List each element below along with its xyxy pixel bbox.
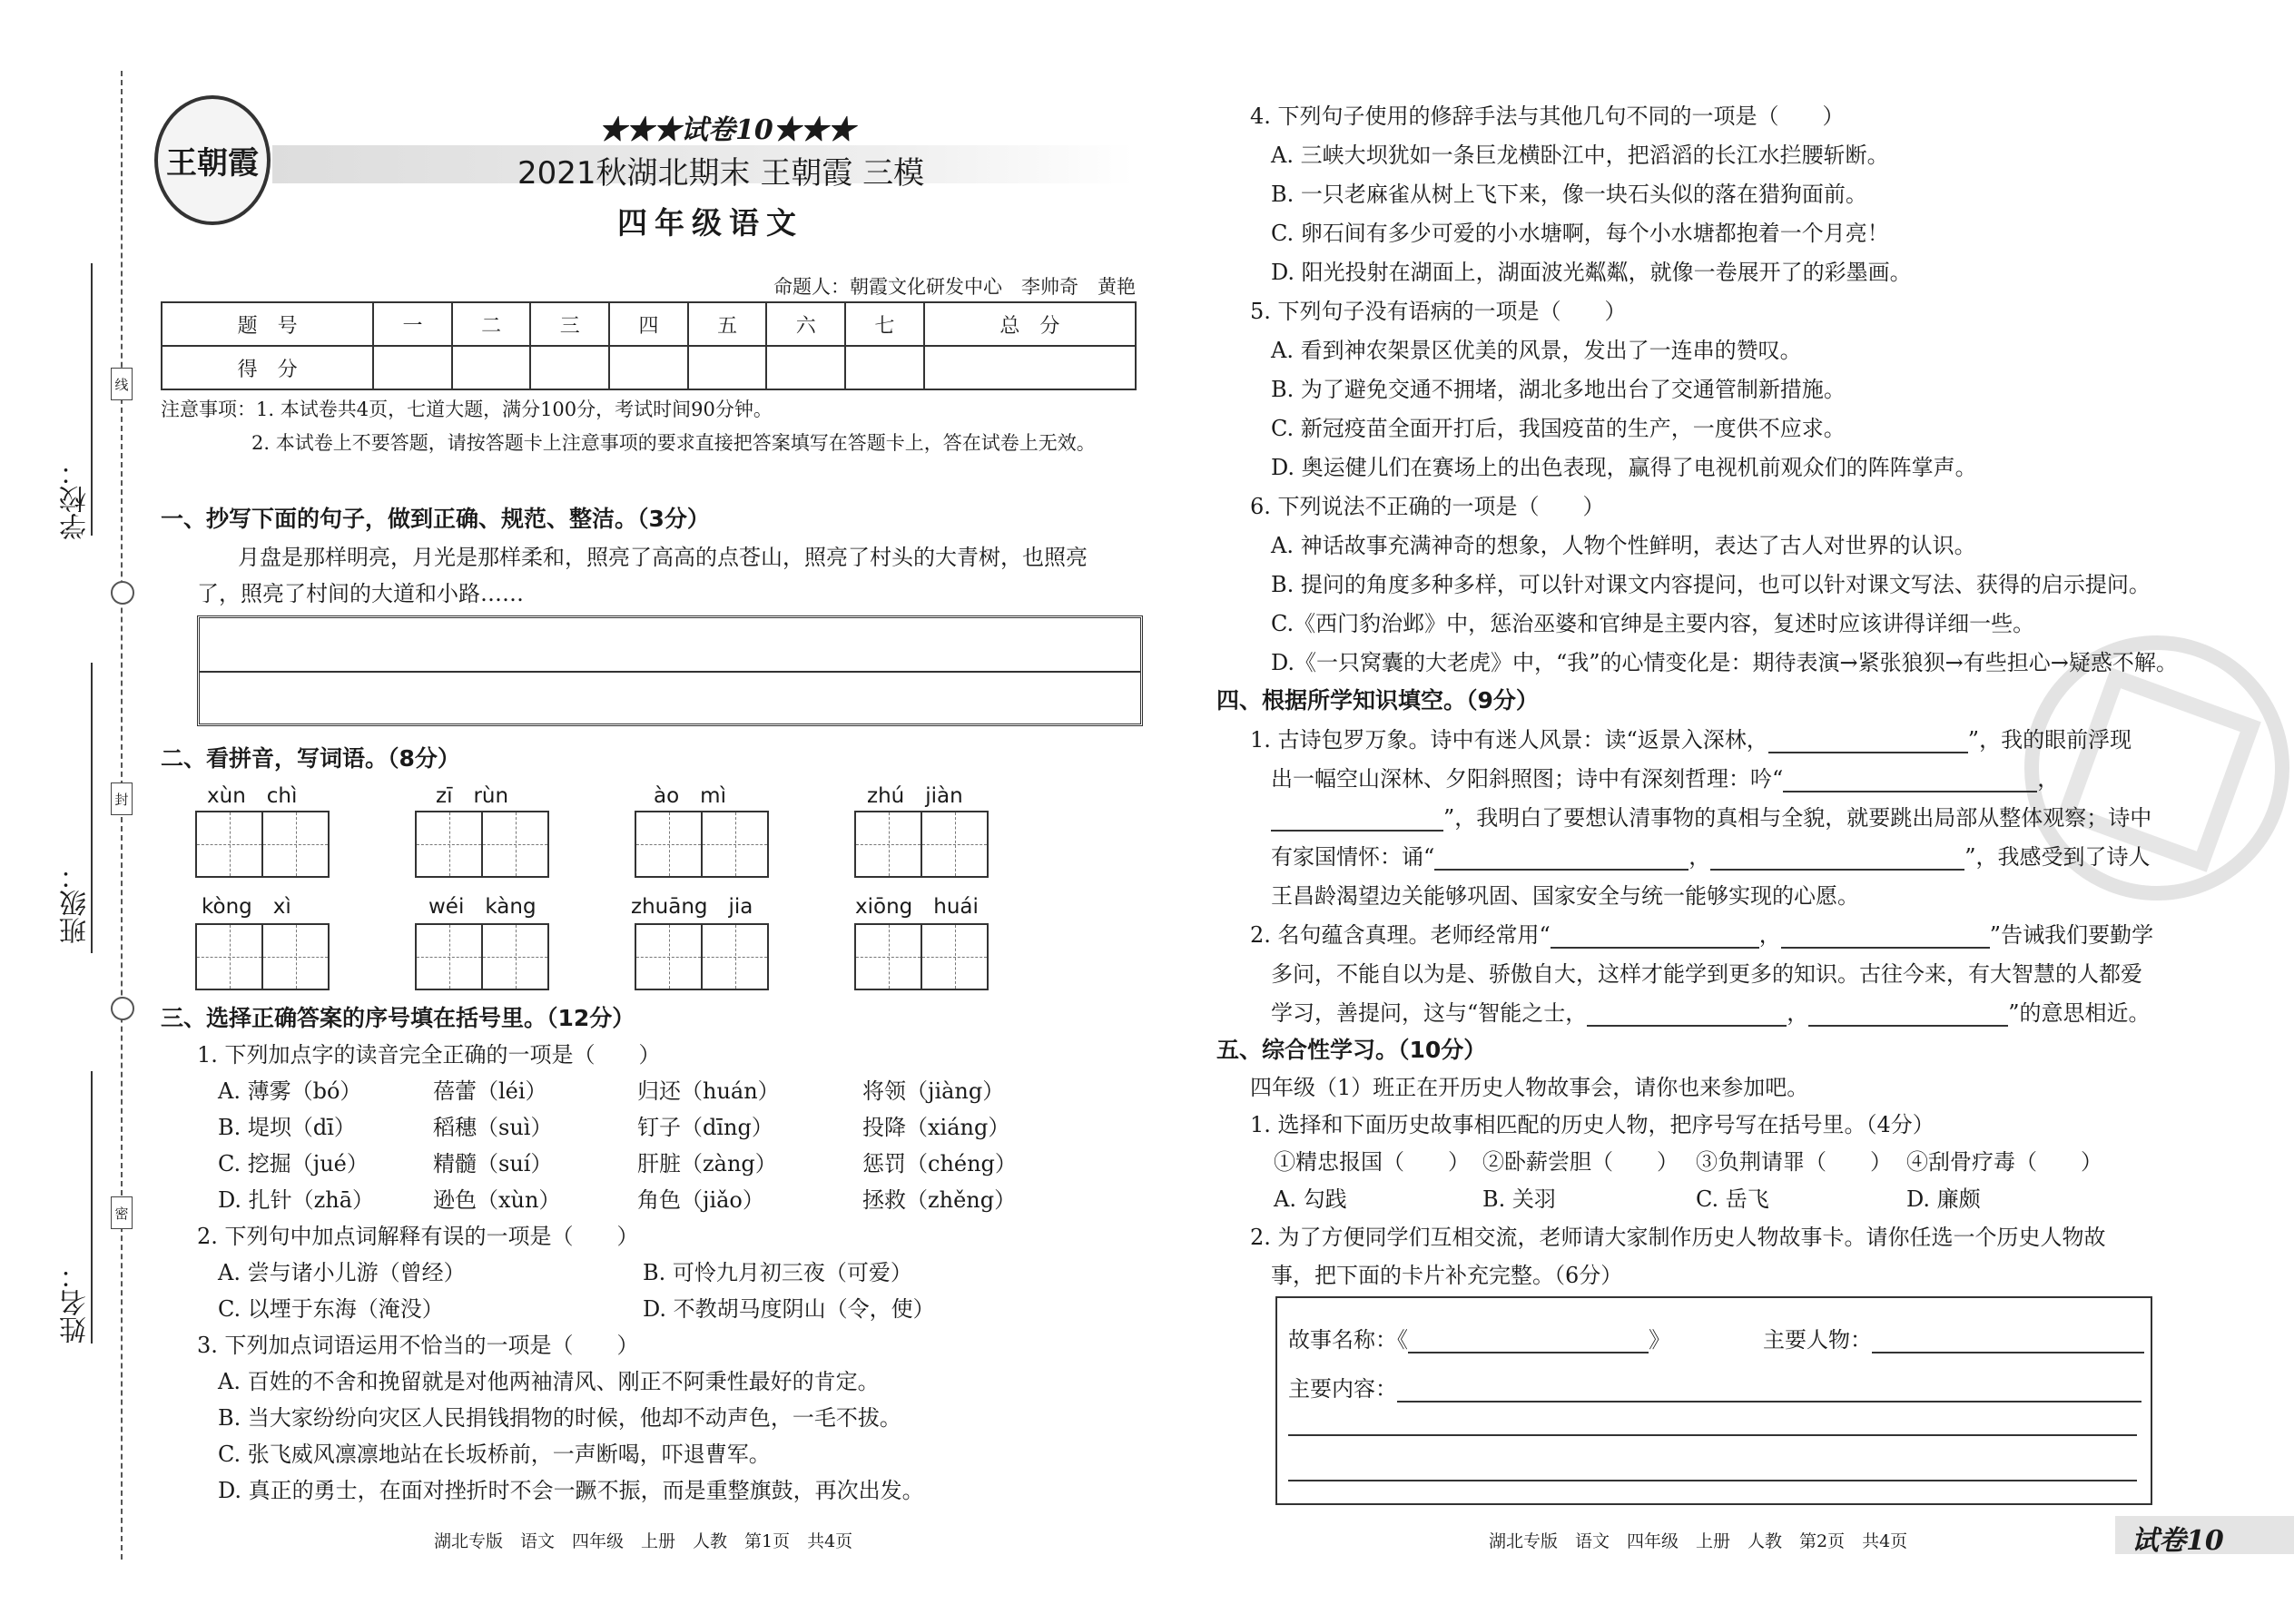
option: 精髓（suí） (433, 1151, 553, 1176)
question: 1. 下列加点字的读音完全正确的一项是（ ） (197, 1042, 661, 1068)
exam-title: 2021秋湖北期末 王朝霞 三模 (517, 155, 925, 192)
question: 4. 下列句子使用的修辞手法与其他几句不同的一项是（ ） (1250, 103, 1845, 129)
question: 2. 下列句中加点词解释有误的一项是（ ） (197, 1224, 639, 1249)
option: 将领（jiàng） (862, 1078, 1005, 1104)
fill-text: 有家国情怀：诵“ (1271, 844, 1435, 870)
section-5-title: 五、综合性学习。（10分） (1216, 1037, 1487, 1063)
fill-text: 2. 名句蕴含真理。老师经常用“ (1250, 922, 1551, 948)
option: D. 扎针（zhā） (218, 1187, 375, 1213)
answer-line[interactable] (1288, 1434, 2137, 1436)
score-blank (688, 346, 767, 389)
fill-line (1271, 995, 2151, 1027)
option: C. 挖掘（jué） (218, 1151, 369, 1176)
paper-number: ★★★试卷10★★★ (599, 114, 855, 146)
answer-blank[interactable] (1783, 771, 2037, 792)
option: C. 张飞威风凛凛地站在长坂桥前，一声断喝，吓退曹军。 (218, 1442, 771, 1467)
fill-line: 多问，不能自以为是、骄傲自大，这样才能学到更多的知识。古往今来，有大智慧的人都爱 (1271, 961, 2142, 987)
option: A. 百姓的不舍和挽留就是对他两袖清风、刚正不阿秉性最好的肯定。 (218, 1369, 880, 1394)
story-card (1275, 1296, 2152, 1505)
answer-blank[interactable] (1434, 849, 1689, 871)
fill-line: 王昌龄渴望边关能够巩固、国家安全与统一能够实现的心愿。 (1271, 883, 1859, 909)
fill-line (1271, 839, 2151, 871)
option: A. 神话故事充满神奇的想象，人物个性鲜明，表达了古人对世界的认识。 (1271, 533, 1976, 558)
note-line: 注意事项：1. 本试卷共4页，七道大题，满分100分，考试时间90分钟。 (161, 399, 773, 420)
fill-text: ， (2037, 766, 2060, 792)
story-option: ①精忠报国（ ） (1274, 1149, 1470, 1175)
section-2-title: 二、看拼音，写词语。（8分） (161, 745, 460, 772)
option: C. 卵石间有多少可爱的小水塘啊，每个小水塘都抱着一个月亮！ (1271, 221, 1889, 246)
fill-text: ， (1758, 922, 1781, 948)
tianzige-grid[interactable] (854, 811, 989, 878)
brand-logo: 王朝霞 (154, 95, 271, 225)
pinyin: xiōng huái (855, 895, 979, 919)
question: 1. 选择和下面历史故事相匹配的历史人物，把序号写在括号里。（4分） (1250, 1112, 1935, 1137)
score-blank (373, 346, 452, 389)
option: C. 新冠疫苗全面开打后，我国疫苗的生产，一度供不应求。 (1271, 416, 1846, 441)
intro-text: 四年级（1）班正在开历史人物故事会，请你也来参加吧。 (1250, 1075, 1809, 1100)
card-story-name (1288, 1322, 1670, 1353)
tianzige-grid[interactable] (415, 923, 549, 990)
fill-text: ， (1787, 1000, 1809, 1026)
tianzige-grid[interactable] (195, 811, 330, 878)
class-label: 班级： (60, 862, 92, 944)
card-label: 主要内容： (1288, 1376, 1397, 1402)
score-cell: 总 分 (924, 302, 1136, 346)
option: 拯救（zhěng） (862, 1187, 1017, 1213)
score-cell: 题 号 (162, 302, 373, 346)
school-label: 学校： (60, 458, 92, 540)
answer-blank[interactable] (1710, 849, 1964, 871)
question: 5. 下列句子没有语病的一项是（ ） (1250, 299, 1627, 324)
card-label: 》 (1649, 1327, 1670, 1353)
binding-mark-xian: 线 (111, 368, 133, 400)
option: 钉子（dīng） (637, 1115, 773, 1140)
score-cell: 一 (373, 302, 452, 346)
question: 事，把下面的卡片补充完整。（6分） (1271, 1263, 1623, 1288)
option: D. 不教胡马度阴山（令，使） (643, 1296, 935, 1322)
tianzige-grid[interactable] (854, 923, 989, 990)
score-blank (924, 346, 1136, 389)
score-table (161, 301, 1137, 390)
score-cell: 得 分 (162, 346, 373, 389)
answer-blank[interactable] (1397, 1381, 2141, 1403)
option: C.《西门豹治邺》中，惩治巫婆和官绅是主要内容，复述时应该讲得详细一些。 (1271, 611, 2035, 636)
answer-blank[interactable] (1587, 1005, 1787, 1027)
option: A. 薄雾（bó） (218, 1078, 362, 1104)
pinyin: zī rùn (436, 784, 509, 808)
binding-hole (111, 997, 134, 1020)
binding-dashed-line (121, 71, 123, 1560)
pinyin: ào mì (654, 784, 726, 808)
pinyin: zhú jiàn (867, 784, 963, 808)
card-main-content (1288, 1371, 2141, 1403)
tianzige-grid[interactable] (635, 923, 769, 990)
paper-badge-text: 试卷10 (2132, 1525, 2224, 1557)
tianzige-grid[interactable] (195, 923, 330, 990)
class-write-line (91, 663, 93, 953)
fill-text: 1. 古诗包罗万象。诗中有迷人风景：读“返景入深林， (1250, 727, 1768, 753)
score-cell: 三 (530, 302, 609, 346)
answer-blank[interactable] (1551, 927, 1759, 949)
card-main-person (1763, 1322, 2144, 1353)
option: 角色（jiǎo） (637, 1187, 764, 1213)
option: D. 阳光投射在湖面上，湖面波光粼粼，就像一卷展开了的彩墨画。 (1271, 260, 1912, 285)
score-cell: 二 (452, 302, 531, 346)
section-1-title: 一、抄写下面的句子，做到正确、规范、整洁。（3分） (161, 506, 710, 532)
binding-mark-mi: 密 (111, 1196, 133, 1229)
option: D.《一只窝囊的大老虎》中，“我”的心情变化是：期待表演→紧张狼狈→有些担心→疑惑不解。 (1271, 650, 2178, 675)
card-label: 故事名称：《 (1288, 1327, 1408, 1353)
option: B. 提问的角度多种多样，可以针对课文内容提问，也可以针对课文写法、获得的启示提问。 (1271, 572, 2151, 597)
option: 蓓蕾（léi） (433, 1078, 547, 1104)
score-table-score-row (162, 346, 1136, 389)
copy-text-line: 了，照亮了村间的大道和小路…… (197, 581, 524, 606)
fill-text: 出一幅空山深林、夕阳斜照图；诗中有深刻哲理：吟“ (1271, 766, 1784, 792)
fill-line (1271, 761, 2059, 792)
answer-blank[interactable] (1808, 1005, 2008, 1027)
note-line: 2. 本试卷上不要答题，请按答题卡上注意事项的要求直接把答案填写在答题卡上，答在试卷上无效。 (251, 432, 1096, 454)
binding-mark-feng: 封 (111, 782, 133, 815)
fill-line (1250, 917, 2153, 949)
fill-text: ”的意思相近。 (2008, 1000, 2151, 1026)
score-cell: 四 (609, 302, 688, 346)
name-write-line (91, 1071, 93, 1343)
fill-text: 学习，善提问，这与“智能之士， (1271, 1000, 1588, 1026)
option: 归还（huán） (637, 1078, 780, 1104)
question: 3. 下列加点词语运用不恰当的一项是（ ） (197, 1333, 639, 1358)
score-blank (530, 346, 609, 389)
binding-hole (111, 581, 134, 605)
score-cell: 六 (766, 302, 845, 346)
card-label: 主要人物： (1763, 1327, 1872, 1353)
fill-text: ， (1689, 844, 1711, 870)
option: A. 三峡大坝犹如一条巨龙横卧江中，把滔滔的长江水拦腰斩断。 (1271, 143, 1889, 168)
copy-writing-box[interactable] (197, 615, 1143, 726)
answer-blank[interactable] (1781, 927, 1990, 949)
fill-text: ”，我感受到了诗人 (1964, 844, 2151, 870)
footer-left: 湖北专版 语文 四年级 上册 人教 第1页 共4页 (434, 1531, 853, 1551)
option: A. 看到神农架景区优美的风景，发出了一连串的赞叹。 (1271, 338, 1802, 363)
option: D. 真正的勇士，在面对挫折时不会一蹶不振，而是重整旗鼓，再次出发。 (218, 1478, 924, 1503)
option: B. 为了避免交通不拥堵，湖北多地出台了交通管制新措施。 (1271, 377, 1846, 402)
fill-text: ”告诫我们要勤学 (1989, 922, 2154, 948)
person-option: A. 勾践 (1274, 1186, 1347, 1212)
person-option: C. 岳飞 (1696, 1186, 1769, 1212)
section-3-title: 三、选择正确答案的序号填在括号里。（12分） (161, 1005, 635, 1031)
option: C. 以堙于东海（淹没） (218, 1296, 444, 1322)
option: B. 可怜九月初三夜（可爱） (643, 1260, 912, 1285)
score-cell: 七 (845, 302, 924, 346)
pinyin: xùn chì (207, 784, 298, 808)
authors: 命题人：朝霞文化研发中心 李帅奇 黄艳 (773, 276, 1136, 298)
story-option: ④刮骨疗毒（ ） (1906, 1149, 2102, 1175)
person-option: D. 廉颇 (1906, 1186, 1981, 1212)
tianzige-grid[interactable] (635, 811, 769, 878)
subject-title: 四年级语文 (617, 205, 803, 241)
option: 稻穗（suì） (433, 1115, 553, 1140)
story-option: ②卧薪尝胆（ ） (1482, 1149, 1679, 1175)
story-option: ③负荆请罪（ ） (1696, 1149, 1892, 1175)
writing-divider (200, 671, 1140, 673)
tianzige-grid[interactable] (415, 811, 549, 878)
option: A. 尝与诸小儿游（曾经） (218, 1260, 466, 1285)
option: 投降（xiáng） (862, 1115, 1010, 1140)
pinyin: wéi kàng (428, 895, 537, 919)
score-blank (452, 346, 531, 389)
answer-blank[interactable] (1872, 1332, 2144, 1353)
fill-text: ”，我的眼前浮现 (1967, 727, 2132, 753)
answer-blank[interactable] (1271, 810, 1443, 832)
answer-line[interactable] (1288, 1480, 2137, 1481)
footer-right: 湖北专版 语文 四年级 上册 人教 第2页 共4页 (1489, 1531, 1908, 1551)
fill-line (1250, 722, 2132, 753)
score-blank (766, 346, 845, 389)
option: 肝脏（zàng） (637, 1151, 777, 1176)
pinyin: zhuāng jia (631, 895, 753, 919)
score-table-header-row (162, 302, 1136, 346)
option: 逊色（xùn） (433, 1187, 561, 1213)
option: 惩罚（chéng） (862, 1151, 1017, 1176)
option: B. 一只老麻雀从树上飞下来，像一块石头似的落在猎狗面前。 (1271, 182, 1867, 207)
answer-blank[interactable] (1408, 1332, 1649, 1353)
option: B. 堤坝（dī） (218, 1115, 356, 1140)
answer-blank[interactable] (1768, 732, 1968, 753)
score-blank (845, 346, 924, 389)
section-4-title: 四、根据所学知识填空。（9分） (1216, 687, 1539, 714)
fill-text: ”，我明白了要想认清事物的真相与全貌，就要跳出局部从整体观察；诗中 (1443, 805, 2152, 831)
person-option: B. 关羽 (1482, 1186, 1556, 1212)
pinyin: kòng xì (202, 895, 291, 919)
school-write-line (91, 263, 93, 536)
fill-line (1271, 800, 2151, 832)
copy-text-line: 月盘是那样明亮，月光是那样柔和，照亮了高高的点苍山，照亮了村头的大青树，也照亮 (238, 545, 1088, 570)
paper-badge (2115, 1516, 2294, 1557)
name-label: 姓名： (60, 1262, 92, 1343)
option: D. 奥运健儿们在赛场上的出色表现，赢得了电视机前观众们的阵阵掌声。 (1271, 455, 1977, 480)
score-cell: 五 (688, 302, 767, 346)
option: B. 当大家纷纷向灾区人民捐钱捐物的时候，他却不动声色，一毛不拔。 (218, 1405, 901, 1431)
question: 6. 下列说法不正确的一项是（ ） (1250, 494, 1605, 519)
question: 2. 为了方便同学们互相交流，老师请大家制作历史人物故事卡。请你任选一个历史人物故 (1250, 1225, 2106, 1250)
score-blank (609, 346, 688, 389)
